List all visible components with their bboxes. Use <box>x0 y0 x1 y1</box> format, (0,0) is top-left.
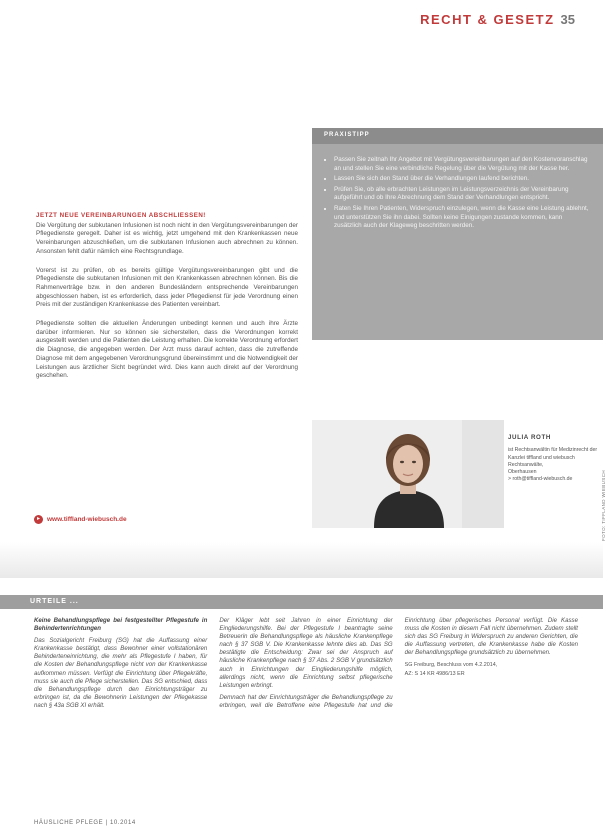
article-paragraph: Die Vergütung der subkutanen Infusionen ist noch nicht in den Vergütungsvereinbarungen der Pflegedienste geregelt. Daher ist es wichtig, jetzt umgehend mit den Krankenkassen neue Vereinbarungen abzuschließen, um die subkutanen Infusionen auch abrechnen zu können. Ansonsten fehlt dafür nämlich eine Rechtsgrundlage. <box>36 221 298 255</box>
article-heading: JETZT NEUE VEREINBARUNGEN ABSCHLIESSEN! <box>36 212 206 219</box>
urteile-body <box>34 617 578 813</box>
author-name: JULIA ROTH <box>508 434 551 441</box>
article-paragraph: Pflegedienste sollten die aktuellen Änderungen unbedingt kennen und auch ihre Ärzte darüber informieren. Nur so können sie sicherstellen, dass die Verordnungen korrekt ausgestellt werden und die Patienten die Leistung erhalten. Die korrekte Verordnung erfordert die Diagnose, die angegeben werden. Der Arzt muss darauf achten, dass die zutreffende Diagnose mit dem angegebenen Verordnungsgrund übereinstimmt und die Notwendigkeit der Leistungen aus ärztlicher Sicht begründet wird. Dies kann auch direkt auf der Verordnung geschehen. <box>36 320 298 380</box>
website-link[interactable] <box>34 515 127 524</box>
article-paragraph: Vorerst ist zu prüfen, ob es bereits gültige Vergütungsvereinbarungen gibt und die Pflegedienste die subkutanen Infusionen mit den Krankenkassen abrechnen können. Bis die Rahmenverträge bzw. in den anderen Bundesländern entsprechende Vereinbarungen abgeschlossen haben, ist es erforderlich, dass jeder Pflegedienst für jede Verordnung einen Preis mit der zuständigen Krankenkasse des Patienten vereinbart. <box>36 266 298 309</box>
praxis-tip-list <box>312 156 603 231</box>
website-link-text[interactable]: www.tiffland-wiebusch.de <box>47 516 127 523</box>
author-photo <box>312 420 504 528</box>
urteile-label: URTEILE ... <box>30 598 79 605</box>
urteile-paragraph: Demnach hat der Einrichtungsträger die Behandlungspflege zu erbringen, weil die Betroffene eine Pflegestufe hat und die Einrichtung über pflegerisches Personal verfügt. Die Kasse muss die Kosten in diesem Fall nicht übernehmen. Zudem stellt sich das SG Freiburg in Widerspruch zu anderen Gerichten, die die Auffassung vertreten, die Krankenkasse habe die Kosten der Behandlungspflege grundsätzlich zu übernehmen. <box>219 617 578 709</box>
page-number: 35 <box>560 12 575 27</box>
author-portrait-icon <box>312 420 504 528</box>
urteile-paragraph: Der Kläger lebt seit Jahren in einer Einrichtung der Eingliederungshilfe. Bei der Pflegestufe I beantragte seine Betreuerin die Behandlungspflege als häusliche Krankenpflege nach § 37 SGB V. Die Krankenkasse lehnte dies ab. Das SG bestätigte die Entscheidung: Zwar sei der Anspruch auf häusliche Krankenpflege nach § 37 Abs. 2 SGB V grundsätzlich auch in Einrichtungen der Eingliederungshilfe möglich, allerdings nicht, wenn die Einrichtung selbst pflegerische Leistungen erbringt. <box>219 617 393 689</box>
divider-shadow <box>0 542 603 578</box>
praxis-tip-item: • Lassen Sie sich den Stand über die Verhandlungen laufend berichten. <box>334 175 589 184</box>
urteile-source <box>405 661 578 677</box>
urteile-source-line: AZ: S 14 KR 4986/13 ER <box>404 670 465 677</box>
article-column <box>36 212 298 391</box>
urteile-lead: Keine Behandlungspflege bei festgestellter Pflegestufe in Behindertenrichtungen <box>34 617 208 633</box>
author-bio-line: Oberhausen <box>508 469 537 476</box>
urteile-source-line: SG Freiburg, Beschluss vom 4.2.2014, <box>404 662 498 669</box>
author-info <box>508 434 598 484</box>
praxis-tip-item: • Prüfen Sie, ob alle erbrachten Leistungen im Leistungsverzeichnis der Vereinbarung aufgeführt und ob Ihre Abrechnung dem Stand der Verhandlungen entspricht. <box>334 186 589 203</box>
urteile-paragraph: Das Sozialgericht Freiburg (SG) hat die Auffassung einer Krankenkasse bestätigt, dass Bewohner einer vollstationären Behinderteneinrichtung, die mehr als Pflegestufe I haben, für die Kosten der Behandlungspflege nicht von der Krankenkasse aufkommen müssen. Verfügt die Einrichtung über Pflegekräfte, muss sie auch die Pflege sicherstellen. Das SG entschied, dass die Behandlungspflege durch den Einrichtungsträger zu erbringen ist, da die Bewohnerin Leistungen der Pflegekasse nach § 43a SGB XI erhält. <box>34 637 208 709</box>
praxis-tip-title: PRAXISTIPP <box>312 128 603 144</box>
praxis-tip-item: • Passen Sie zeitnah Ihr Angebot mit Vergütungsvereinbarungen auf den Kostenvoranschlag an und stellen Sie eine verbindliche Regelung über die Vergütung mit der Kasse her. <box>334 156 589 173</box>
photo-credit: FOTO: TIFFLAND WIEBUSCH <box>601 470 606 542</box>
author-box <box>312 420 603 528</box>
link-arrow-icon: ▸ <box>34 515 43 524</box>
section-header <box>420 12 575 27</box>
author-email[interactable]: > roth@tiffland-wiebusch.de <box>508 476 573 483</box>
urteile-bar <box>0 595 603 609</box>
author-bio-line: Kanzlei tiffland und wiebusch Rechtsanwälte, <box>508 454 575 468</box>
praxis-tip-item: • Raten Sie Ihren Patienten, Widerspruch einzulegen, wenn die Kasse eine Leistung ablehnt, und unterstützen Sie ihn dabei. Sollten keine Einigungen zustande kommen, kann zusätzlich auch der Klageweg beschritten werden. <box>334 205 589 231</box>
section-title: RECHT & GESETZ <box>420 12 555 27</box>
praxis-tip-box <box>312 128 603 340</box>
author-bio-line: ist Rechtsanwältin für Medizinrecht der <box>508 447 598 454</box>
page-footer: HÄUSLICHE PFLEGE | 10.2014 <box>34 820 136 826</box>
